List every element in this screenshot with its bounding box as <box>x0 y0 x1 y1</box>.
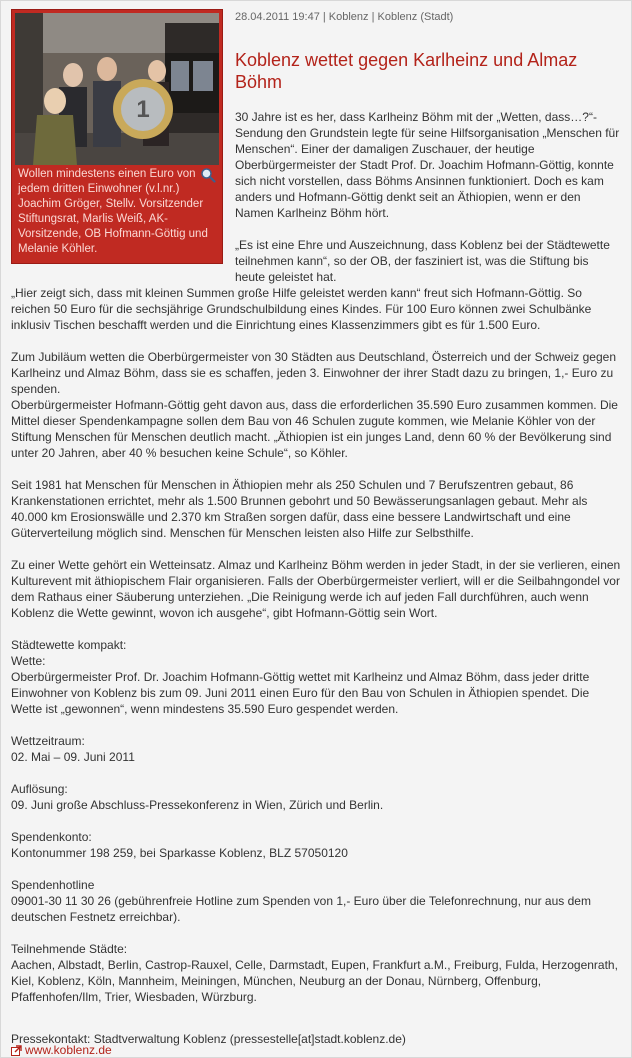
account-text: Kontonummer 198 259, bei Sparkasse Koblenz, BLZ 57050120 <box>11 846 348 860</box>
resolution-text: 09. Juni große Abschluss-Pressekonferenz in Wien, Zürich und Berlin. <box>11 798 384 812</box>
website-link[interactable] <box>11 1042 112 1058</box>
paragraph: Zum Jubiläum wetten die Oberbürgermeister von 30 Städten aus Deutschland, Österreich und der Schweiz gegen Karlheinz und Almaz Böhm, dass sie es schaffen, jeden 3. Einwohner der ihrer Stadt dazu zu bringen, 1,- Euro zu spenden. <box>11 350 616 396</box>
paragraph: „Es ist eine Ehre und Auszeichnung, dass Koblenz bei der Städtewette teilnehmen kann“, so der OB, der fasziniert ist, was die Stiftung bis heute geleistet hat. <box>235 238 610 284</box>
paragraph: „Hier zeigt sich, dass mit kleinen Summen große Hilfe geleistet werden kann“ freut sich Hofmann-Göttig. So reichen 50 Euro für die sechsjährige Grundschulbildung eines Kindes. Für 100 Euro können zwei Schulbänke inklusiv Tischen beschafft werden und die Einrichtung eines Klassenzimmers gibt es für 1.500 Euro. <box>11 286 592 332</box>
facts-heading: Städtewette kompakt: <box>11 638 127 652</box>
caption-area <box>15 165 219 257</box>
article-meta: 28.04.2011 19:47 | Koblenz | Koblenz (Stadt) <box>235 11 454 23</box>
coin-label: 1 <box>136 96 150 123</box>
account-label: Spendenkonto: <box>11 830 92 844</box>
external-link-icon <box>11 1045 22 1056</box>
paragraph: 30 Jahre ist es her, dass Karlheinz Böhm mit der „Wetten, dass…?“-Sendung den Grundstein legte für seine Hilfsorganisation „Menschen für Menschen“. Einer der damaligen Zuschauer, der heutige Oberbürgermeister der Stadt Prof. Dr. Joachim Hofmann-Göttig, konnte sich nicht vorstellen, dass Böhms Ansinnen funktioniert. Doch es kam anders und Hofmann-Göttig denkt seit an Äthiopien, wenn er den Namen Karlheinz Böhm hört. <box>235 110 620 220</box>
cities-text: Aachen, Albstadt, Berlin, Castrop-Rauxel, Celle, Darmstadt, Eupen, Frankfurt a.M., Freiburg, Fulda, Herzogenrath, Kiel, Koblenz, Köln, Mannheim, Meiningen, München, Neuburg an der Donau, Nürnberg, Offenburg, Pfaffenhofen/Ilm, Trier, Wiesbaden, Würzburg. <box>11 958 618 1004</box>
paragraph: Zu einer Wette gehört ein Wetteinsatz. Almaz und Karlheinz Böhm werden in jeder Stadt, in der sie verlieren, einen Kulturevent mit äthiopischem Flair organisieren. Falls der Oberbürgermeister verliert, will er die Seilbahngondel vor dem Rathaus einer Säuberung unterziehen. „Die Reinigung werde ich auf jeden Fall durchführen, auch wenn Koblenz die Wette gewinnt, wovon ich ausgehe“, gibt Hofmann-Göttig sein Wort. <box>11 558 621 620</box>
article-photo[interactable] <box>15 13 219 165</box>
cities-label: Teilnehmende Städte: <box>11 942 128 956</box>
bet-label: Wette: <box>11 654 46 668</box>
article-content <box>11 9 621 1047</box>
period-text: 02. Mai – 09. Juni 2011 <box>11 750 135 764</box>
magnifier-icon[interactable] <box>200 167 216 183</box>
photo-illustration <box>15 13 219 165</box>
article-title: Koblenz wettet gegen Karlheinz und Almaz Böhm <box>235 50 578 92</box>
paragraph: Oberbürgermeister Hofmann-Göttig geht davon aus, dass die erforderlichen 35.590 Euro zusammen kommen. Die Mittel dieser Spendenkampagne sollen dem Bau von 46 Schulen zugute kommen, wie Melanie Köhler von der Stiftung Menschen für Menschen deutlich macht. „Äthiopien ist ein junges Land, denn 60 % der Bevölkerung sind unter 20 Jahren, aber 40 % besuchen keine Schule“, so Köhler. <box>11 398 618 460</box>
period-label: Wettzeitraum: <box>11 734 85 748</box>
bet-text: Oberbürgermeister Prof. Dr. Joachim Hofmann-Göttig wettet mit Karlheinz und Almaz Böhm, dass jeder dritte Einwohner von Koblenz bis zum 09. Juni 2011 einen Euro für den Bau von Schulen in Äthiopien spendet. Die Wette ist „gewonnen“, wenn mindestens 35.590 Euro gespendet werden. <box>11 670 590 716</box>
hotline-label: Spendenhotline <box>11 878 95 892</box>
image-caption: Wollen mindestens einen Euro von jedem dritten Einwohner (v.l.nr.) Joachim Gröger, Stellv. Vorsitzender Stiftungsrat, Marlis Weiß, AK-Vorsitzende, OB Hofmann-Göttig und Melanie Köhler. <box>18 168 208 255</box>
hotline-text: 09001-30 11 30 26 (gebührenfreie Hotline zum Spenden von 1,- Euro über die Telefonrechnung, nur aus dem deutschen Festnetz erreichbar). <box>11 894 591 924</box>
press-contact: Pressekontakt: Stadtverwaltung Koblenz (pressestelle[at]stadt.koblenz.de) <box>11 1032 406 1046</box>
website-link-label: www.koblenz.de <box>25 1043 112 1057</box>
resolution-label: Auflösung: <box>11 782 68 796</box>
paragraph: Seit 1981 hat Menschen für Menschen in Äthiopien mehr als 250 Schulen und 7 Berufszentren gebaut, 86 Krankenstationen errichtet, mehr als 1.500 Brunnen gebohrt und 50 Bewässerungsanlagen gebaut. Mehr als 40.000 km Erosionswälle und 2.370 km Straßen sorgen dafür, dass eine bessere Landwirtschaft und eine Güterverteilung möglich sind. Menschen für Menschen leisten also Hilfe zur Selbsthilfe. <box>11 478 588 540</box>
image-box <box>11 9 223 264</box>
